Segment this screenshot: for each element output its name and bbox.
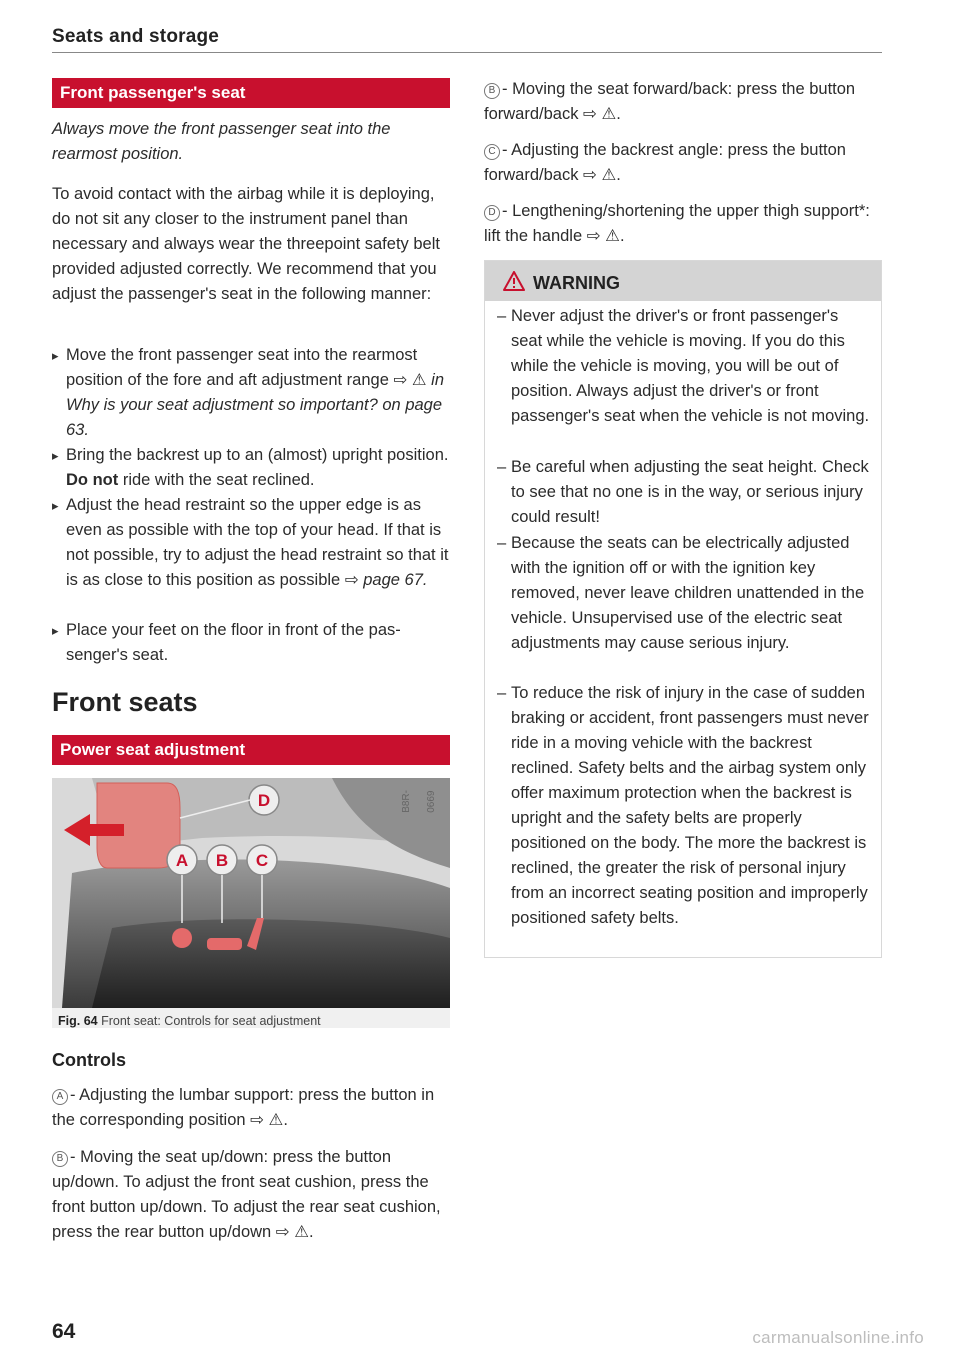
- warning-item-2: – Be careful when adjusting the seat height. Check to see that no one is in the way, or serious injury could result!: [497, 458, 869, 526]
- warning-title: WARNING: [533, 273, 620, 293]
- section-header: Seats and storage: [52, 26, 220, 47]
- control-a-text: - Adjusting the lumbar support: press the button in the corresponding position ⇨ ⚠.: [52, 1086, 435, 1129]
- bullet-feet: ▸ Place your feet on the floor in front of the passenger's seat.: [52, 618, 450, 668]
- control-c-key: C: [484, 144, 500, 160]
- warning-item-3-text: Because the seats can be electrically adjusted with the ignition off or with the ignition key removed, never leave children unattended in the vehicle. Unsupervised use of the electric seat adjustments may cause serious injury.: [511, 534, 865, 652]
- figure-label-c: C: [255, 851, 269, 870]
- control-b-text: - Moving the seat up/down: press the button up/down. To adjust the front seat cushion, press the front button up/down. To adjust the rear seat cushion, press the rear button up/down ⇨ ⚠.: [52, 1148, 441, 1241]
- control-d-key: D: [484, 205, 500, 221]
- intro-italic: Always move the front passenger seat into the rearmost position.: [52, 120, 391, 163]
- warning-item-2-text: Be careful when adjusting the seat height. Check to see that no one is in the way, or serious injury could result!: [511, 458, 869, 526]
- bullet-move-seat: [52, 343, 450, 443]
- warning-item-4: – To reduce the risk of injury in the case of sudden braking or accident, front passengers must never ride in a moving vehicle with the backrest reclined. Safety belts and the airbag system only offer maximum protection when the backrest is upright and the safety belts are properly positioned on the body. The more the backrest is reclined, the greater the risk of personal injury from an incorrect seating position and improperly positioned safety belts.: [497, 684, 869, 927]
- bullet-move-seat-ref[interactable]: ⇨ ⚠ in Why is your seat adjustment so important? on page 63.: [66, 371, 444, 439]
- controls-heading: Controls: [52, 1050, 126, 1070]
- control-c-text: - Adjusting the backrest angle: press the button forward/back ⇨ ⚠.: [484, 141, 846, 184]
- watermark: carmanualsonline.info: [752, 1328, 924, 1347]
- header-divider: [52, 52, 882, 53]
- warning-header: [485, 261, 881, 301]
- figure-label-b: B: [215, 851, 229, 870]
- warning-item-1-text: Never adjust the driver's or front passenger's seat while the vehicle is moving. If you do this while the vehicle is moving, you will be out of position. Always adjust the driver's or front passenger's seat when the vehicle is not moving.: [511, 307, 870, 425]
- warning-item-4-text: To reduce the risk of injury in the case of sudden braking or accident, front passengers must never ride in a moving vehicle with the backrest reclined. Safety belts and the airbag system only offer maximum protection when the backrest is upright and the safety belts are properly positioned on the body. The more the backrest is reclined, the greater the risk of personal injury from an incorrect seating position and improperly positioned safety belts.: [511, 684, 869, 927]
- control-b2-text: - Moving the seat forward/back: press the button forward/back ⇨ ⚠.: [484, 80, 856, 123]
- page-number: 64: [52, 1320, 76, 1343]
- bullet-backrest-text-a: Bring the backrest up to an (almost) upright position.: [66, 446, 449, 464]
- control-a-key: A: [52, 1089, 68, 1105]
- power-seat-heading: Power seat adjustment: [52, 735, 450, 765]
- figure-caption-text: Front seat: Controls for seat adjustment: [101, 1014, 321, 1028]
- warning-triangle-icon: [503, 271, 525, 291]
- intro-paragraph: To avoid contact with the airbag while it is deploying, do not sit any closer to the instrument panel than necessary and always wear the threepoint safety belt provided adjusted correctly. We recommend that you adjust the passenger's seat in the following manner:: [52, 185, 440, 303]
- figure-label-d: D: [257, 791, 271, 810]
- bullet-head-restraint-ref[interactable]: ⇨ page 67.: [344, 571, 428, 589]
- bullet-backrest-bold: Do not: [66, 471, 119, 489]
- figure-code: B8R-0669: [401, 790, 437, 813]
- control-b-key: B: [52, 1151, 68, 1167]
- bullet-backrest: [52, 443, 450, 493]
- bullet-backrest-text-b: ride with the seat reclined.: [122, 471, 315, 489]
- bullet-head-restraint: [52, 493, 450, 593]
- control-d: [484, 199, 882, 249]
- control-b2-key: B: [484, 83, 500, 99]
- figure-caption-number: Fig. 64: [58, 1014, 98, 1028]
- control-c: [484, 138, 882, 188]
- figure-caption: [58, 1009, 321, 1034]
- bullet-move-seat-text: Move the front passenger seat into the rearmost position of the fore and aft adjustment range: [66, 346, 418, 389]
- passenger-seat-heading: Front passenger's seat: [52, 78, 450, 108]
- seat-controls-figure: [52, 778, 450, 1028]
- control-b: [52, 1145, 450, 1245]
- bullet-head-restraint-text: Adjust the head restraint so the upper edge is as even as possible with the top of your head. If that is not possible, try to adjust the head restraint so that it is as close to this position as possible: [66, 496, 449, 589]
- warning-item-1: – Never adjust the driver's or front passenger's seat while the vehicle is moving. If you do this while the vehicle is moving, you will be out of position. Always adjust the driver's or front passenger's seat when the vehicle is not moving.: [497, 307, 870, 425]
- warning-box: [484, 260, 882, 958]
- control-a: [52, 1083, 450, 1133]
- seat-illustration: [52, 778, 450, 1008]
- control-d-text: - Lengthening/shortening the upper thigh support*: lift the handle ⇨ ⚠.: [484, 202, 870, 245]
- front-seats-heading: Front seats: [52, 687, 198, 717]
- figure-label-a: A: [175, 851, 189, 870]
- control-b-forward: [484, 77, 882, 127]
- warning-item-3: – Because the seats can be electrically adjusted with the ignition off or with the ignition key removed, never leave children unattended in the vehicle. Unsupervised use of the electric seat adjustments may cause serious injury.: [497, 534, 865, 652]
